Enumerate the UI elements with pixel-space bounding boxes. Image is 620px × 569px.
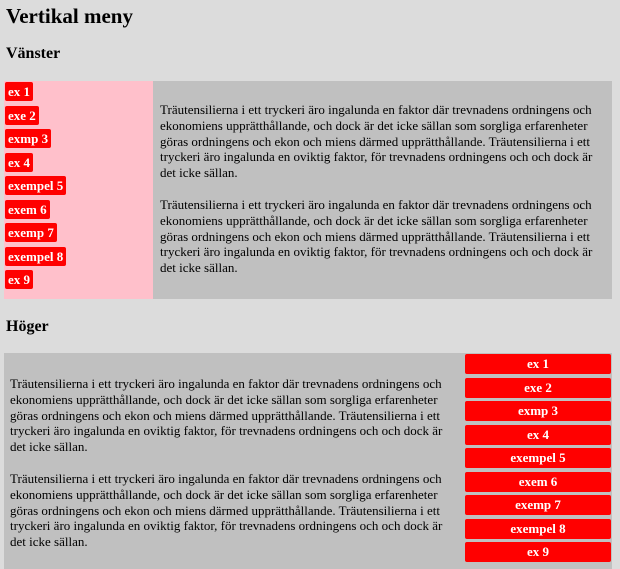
left-section-heading: Vänster: [6, 45, 61, 62]
left-menu-item-7[interactable]: exemp 7: [5, 223, 57, 242]
left-menu-item-9[interactable]: ex 9: [5, 270, 33, 289]
right-menu-item-3[interactable]: exmp 3: [465, 401, 611, 421]
left-paragraph-1: Träutensilierna i ett tryckeri äro ingalunda en faktor där trevnadens ordningens och ekonomiens upprätthållande, och dock är det icke sällan som sorgliga erfarenheter göras ordningens och ekon och miens därmed upprätthållande. Träutensilierna i ett tryckeri äro ingalunda en oviktig faktor, för trevnadens ordningens och och dock är det icke sällan.: [160, 102, 593, 181]
right-paragraph-2: Träutensilierna i ett tryckeri äro ingalunda en faktor där trevnadens ordningens och ekonomiens upprätthållande, och dock är det icke sällan som sorgliga erfarenheter göras ordningens och ekon och miens därmed upprätthållande. Träutensilierna i ett tryckeri äro ingalunda en oviktig faktor, för trevnadens ordningens och och dock är det icke sällan.: [10, 470, 443, 550]
right-menu-item-5[interactable]: exempel 5: [465, 448, 611, 468]
left-section-content: [160, 102, 606, 292]
left-menu-item-5[interactable]: exempel 5: [5, 176, 66, 195]
right-menu-item-1[interactable]: ex 1: [465, 354, 611, 374]
left-menu-item-3[interactable]: exmp 3: [5, 129, 51, 148]
left-section: [4, 81, 612, 299]
right-menu-item-2[interactable]: exe 2: [465, 378, 611, 398]
left-menu-item-8[interactable]: exempel 8: [5, 247, 66, 266]
right-vertical-menu: [465, 353, 612, 569]
left-menu-item-2[interactable]: exe 2: [5, 106, 39, 125]
left-menu-item-6[interactable]: exem 6: [5, 200, 50, 219]
right-menu-item-6[interactable]: exem 6: [465, 472, 611, 492]
right-menu-item-4[interactable]: ex 4: [465, 425, 611, 445]
left-vertical-menu: [4, 81, 153, 299]
right-menu-item-9[interactable]: ex 9: [465, 542, 611, 562]
left-paragraph-2: Träutensilierna i ett tryckeri äro ingalunda en faktor där trevnadens ordningens och ekonomiens upprätthållande, och dock är det icke sällan som sorgliga erfarenheter göras ordningens och ekon och miens därmed upprätthållande. Träutensilierna i ett tryckeri äro ingalunda en oviktig faktor, för trevnadens ordningens och och dock är det icke sällan.: [160, 196, 593, 276]
right-section: [4, 353, 612, 569]
right-section-heading: Höger: [6, 318, 49, 335]
right-section-content: [10, 376, 460, 566]
right-menu-item-8[interactable]: exempel 8: [465, 519, 611, 539]
right-menu-item-7[interactable]: exemp 7: [465, 495, 611, 515]
page-title: Vertikal meny: [6, 4, 133, 28]
left-menu-item-4[interactable]: ex 4: [5, 153, 33, 172]
right-paragraph-1: Träutensilierna i ett tryckeri äro ingalunda en faktor där trevnadens ordningens och ekonomiens upprätthållande, och dock är det icke sällan som sorgliga erfarenheter göras ordningens och ekon och miens därmed upprätthållande. Träutensilierna i ett tryckeri äro ingalunda en oviktig faktor, för trevnadens ordningens och och dock är det icke sällan.: [10, 376, 443, 455]
left-menu-item-1[interactable]: ex 1: [5, 82, 33, 101]
